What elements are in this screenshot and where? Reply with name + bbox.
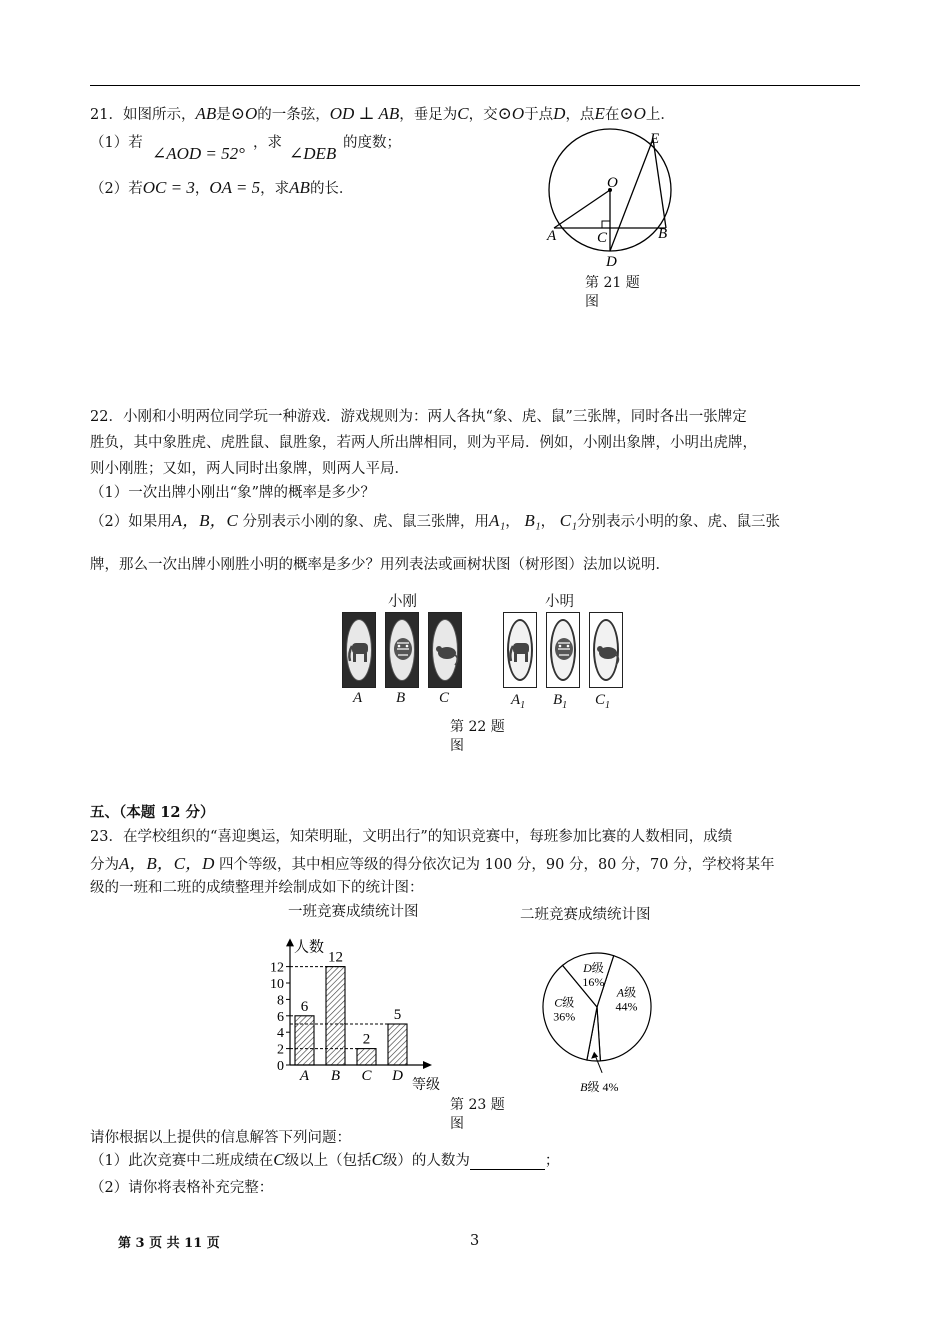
card-label-c: C [439,690,450,706]
pie-chart [535,945,665,1094]
q22-line1: 22．小刚和小明两位同学玩一种游戏．游戏规则为：两人各执“象、虎、鼠”三张牌，同时各出一张牌定 [90,409,747,425]
card-label-a1: $A_1$ [511,692,526,711]
q23-line2: 分为A，B，C，D 四个等级，其中相应等级的得分依次记为 100 分，90 分，80 分，70 分，学校将某年 [90,854,775,873]
pie-label-d: D级 [583,960,604,975]
pie-pct-a: 44% [615,999,638,1014]
y-axis-label: 人数 [294,937,325,956]
q22-part2-line2: 牌，那么一次出牌小刚胜小明的概率是多少？用列表法或画树状图（树形图）法加以说明． [90,557,670,573]
pie-pct-c: 36% [553,1009,576,1024]
pie-label-b: B级 4% [580,1079,619,1094]
q21-part1-mid: ，求 [253,135,282,151]
y-tick-label: 8 [277,993,284,1009]
y-axis-arrow [286,938,294,946]
xiaoming-title: 小明 [545,594,574,610]
card-label-c1: $C_1$ [595,692,611,711]
q22-part2: （2）如果用A，B，C 分别表示小刚的象、虎、鼠三张牌，用A₁， B₁， C₁分别表示小明的象、虎、鼠三张 [90,511,781,530]
y-tick-label: 10 [270,977,284,992]
q21-part2: （2）若OC = 3，OA = 5，求AB的长． [90,178,354,197]
x-axis-arrow [423,1061,432,1069]
q22-line2: 胜负，其中象胜虎、虎胜鼠、鼠胜象，若两人所出牌相同，则为平局．例如，小刚出象牌，小明出虎牌， [90,435,757,451]
q22-part1: （1）一次出牌小刚出“象”牌的概率是多少？ [90,485,376,501]
pie-chart-title: 二班竞赛成绩统计图 [520,907,651,923]
q21-circle-figure [540,125,680,270]
y-tick-label: 0 [277,1059,284,1074]
x-axis-label: 等级 [412,1077,440,1093]
q23-caption: 第 23 题 图 [450,1097,505,1132]
q23-line3: 级的一班和二班的成绩整理并绘制成如下的统计图： [90,880,424,896]
card-tiger-xiaoming [546,612,580,688]
x-tick-label: B [330,1068,341,1084]
card-elephant-xiaogang [342,612,376,688]
y-tick-label: 4 [277,1026,284,1042]
label-B: B [658,226,668,242]
y-tick-label: 2 [277,1042,284,1058]
x-tick-label: D [392,1068,403,1084]
label-C: C [597,230,608,246]
y-tick-label: 6 [277,1009,284,1025]
q21-caption: 第 21 题 图 [585,275,640,310]
y-tick-label: 12 [270,960,284,976]
q23-question2: （2）请你将表格补充完整： [90,1180,274,1196]
bar-value-label: 2 [362,1031,371,1048]
q21-angle-aod: ∠AOD = 52° [152,144,245,163]
footer-page-number: 3 [470,1233,480,1249]
q22-caption: 第 22 题 图 [450,719,505,754]
bar-b [326,967,345,1065]
pie-label-a: A级 [616,985,637,1000]
q23-question1: （1）此次竞赛中二班成绩在C级以上（包括C级）的人数为 ； [90,1150,560,1169]
card-mouse-xiaogang [428,612,462,688]
x-tick-label: C [361,1068,372,1084]
label-O: O [607,175,618,191]
q21-stem: 21．如图所示，AB是⊙O的一条弦，OD ⊥ AB，垂足为C，交⊙O于点D，点E在⊙O上． [90,104,675,123]
card-label-b: B [396,690,406,706]
q23-after1: 请你根据以上提供的信息解答下列问题： [90,1130,351,1146]
card-tiger-xiaogang [385,612,419,688]
card-elephant-xiaoming [503,612,537,688]
bar-chart-title: 一班竞赛成绩统计图 [288,904,419,920]
x-tick-label: A [299,1068,310,1084]
bar-a [295,1016,314,1065]
bar-value-label: 12 [328,949,343,966]
q21-part1-end: 的度数； [343,135,401,151]
label-D: D [606,254,617,270]
card-mouse-xiaoming [589,612,623,688]
label-A: A [547,228,557,244]
card-label-b1: $B_1$ [553,692,568,711]
label-E: E [650,131,660,147]
q21-angle-deb: ∠DEB [289,144,337,163]
answer-blank[interactable] [470,1169,545,1170]
pie-pct-d: 16% [582,974,605,989]
top-rule [90,85,860,86]
xiaogang-title: 小刚 [388,594,417,610]
bar-value-label: 6 [300,998,309,1015]
bar-chart [255,920,460,1093]
bar-d [388,1024,407,1065]
q22-line3: 则小刚胜；又如，两人同时出象牌，则两人平局． [90,461,409,477]
footer-page-info: 第 3 页 共 11 页 [118,1236,220,1251]
card-label-a: A [353,690,363,706]
section5-title: 五、（本题 12 分） [90,804,215,821]
bar-c [357,1049,376,1065]
q21-part1-prefix: （1）若 [90,135,143,151]
q23-line1: 23．在学校组织的“喜迎奥运，知荣明耻，文明出行”的知识竞赛中，每班参加比赛的人数相同，成绩 [90,829,733,845]
bar-value-label: 5 [393,1007,402,1023]
pie-label-c: C级 [554,995,575,1010]
